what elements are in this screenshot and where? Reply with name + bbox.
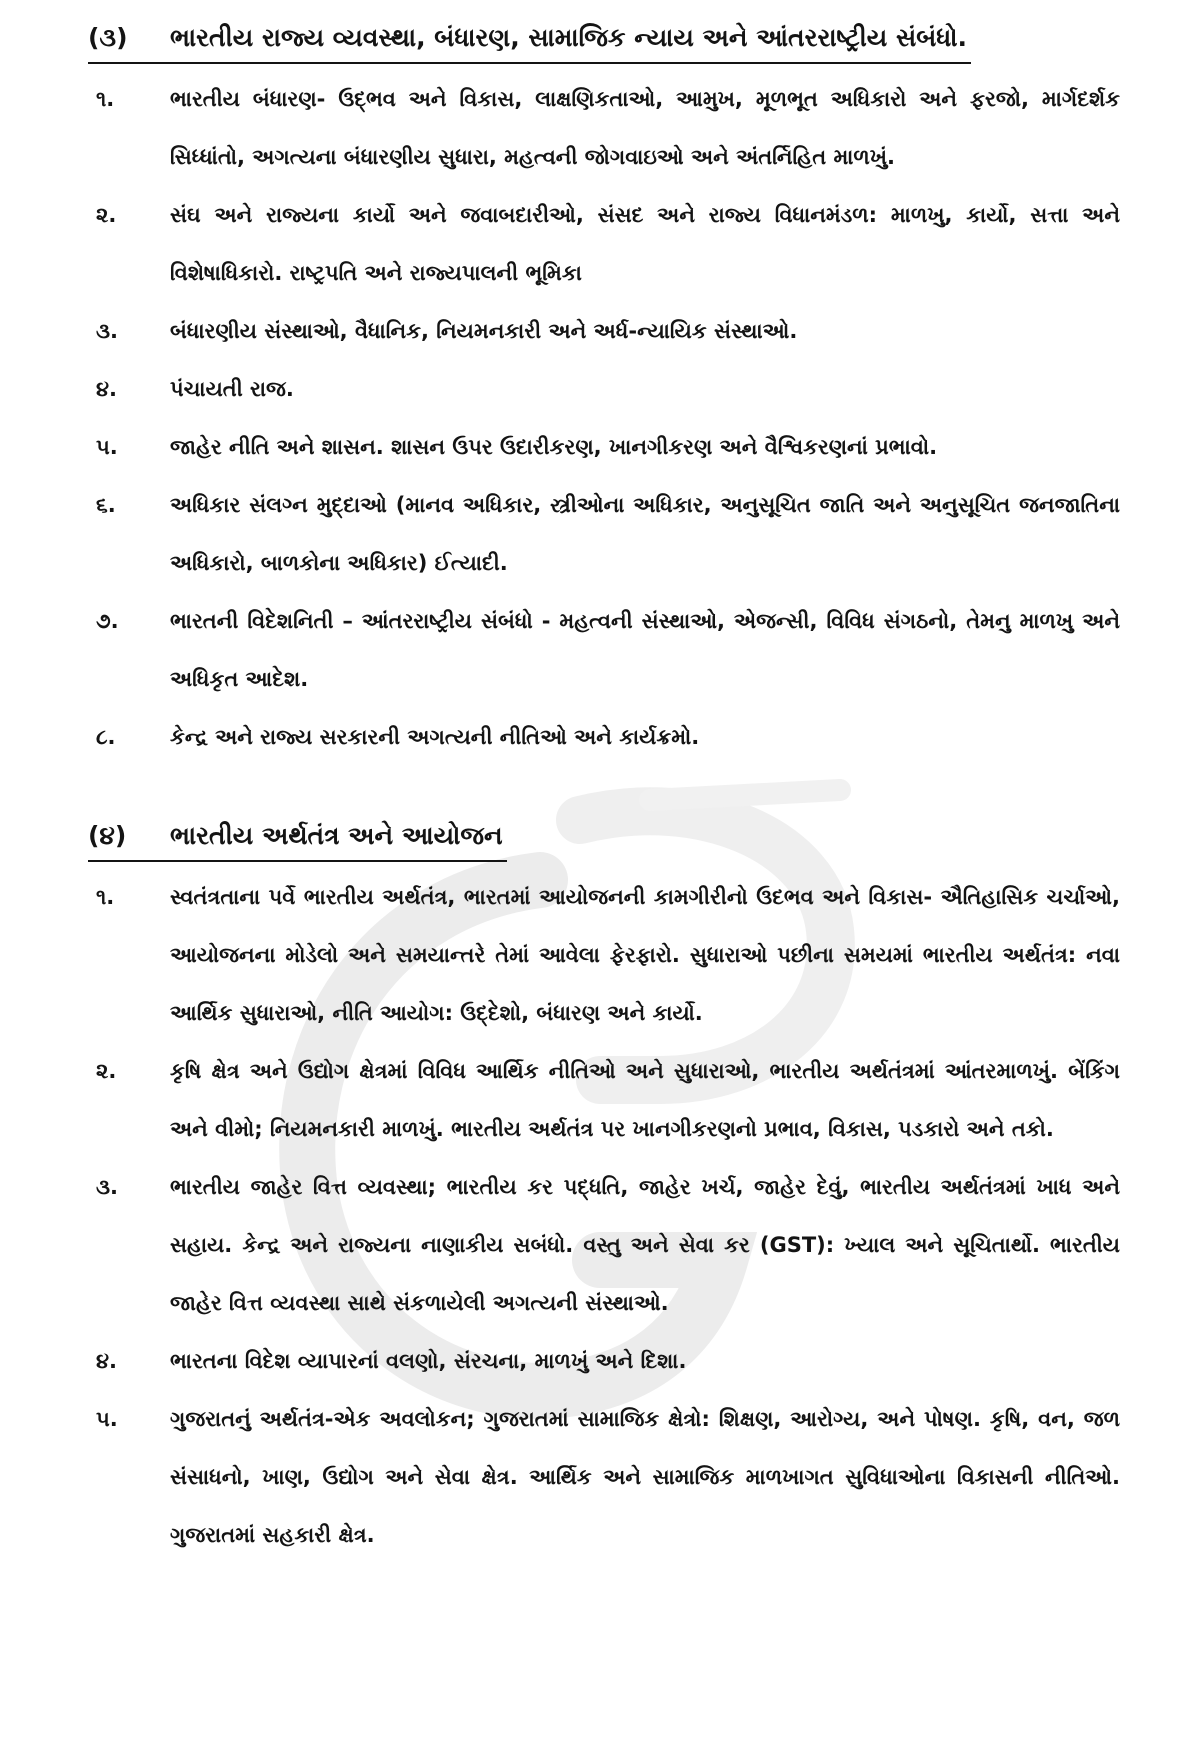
topic-list	[88, 70, 1120, 766]
section-number: (૪)	[88, 821, 127, 850]
section-title: ભારતીય રાજ્ય વ્યવસ્થા, બંધારણ, સામાજિક ન્યાય અને આંતરરાષ્ટ્રીય સંબંધો.	[170, 23, 968, 52]
item-text: કૃષિ ક્ષેત્ર અને ઉદ્યોગ ક્ષેત્રમાં વિવિધ આર્થિક નીતિઓ અને સુધારાઓ, ભારતીય અર્થતંત્રમાં આંતરમાળખું. બેંકિંગ અને વીમો; નિયમનકારી માળખું. ભારતીય અર્થતંત્ર પર ખાનગીકરણનો પ્રભાવ, વિકાસ, પડકારો અને તકો.	[170, 1059, 1120, 1141]
item-text: ભારતીય જાહેર વિત્ત વ્યવસ્થા; ભારતીય કર પદ્ધતિ, જાહેર ખર્ચ, જાહેર દેવું, ભારતીય અર્થતંત્રમાં ખાધ અને સહાય. કેન્દ્ર અને રાજ્યના નાણાકીય સબંધો. વસ્તુ અને સેવા કર (GST): ખ્યાલ અને સૂચિતાર્થો. ભારતીય જાહેર વિત્ત વ્યવસ્થા સાથે સંકળાયેલી અગત્યની સંસ્થાઓ.	[170, 1175, 1120, 1315]
item-text: અધિકાર સંલગ્ન મુદ્દાઓ (માનવ અધિકાર, સ્ત્રીઓના અધિકાર, અનુસૂચિત જાતિ અને અનુસૂચિત જનજાતિના અધિકારો, બાળકોના અધિકાર) ઈત્યાદી.	[170, 493, 1120, 575]
list-item	[88, 418, 1120, 476]
item-text: સ્વતંત્રતાના પર્વે ભારતીય અર્થતંત્ર, ભારતમાં આયોજનની કામગીરીનો ઉદભવ અને વિકાસ- ઐતિહાસિક ચર્ચાઓ, આયોજનના મોડેલો અને સમયાન્તરે તેમાં આવેલા ફેરફારો. સુધારાઓ પછીના સમયમાં ભારતીય અર્થતંત્ર: નવા આર્થિક સુધારાઓ, નીતિ આયોગ: ઉદ્દેશો, બંધારણ અને કાર્યો.	[170, 885, 1120, 1025]
item-number: ૪.	[96, 1349, 117, 1373]
item-text: જાહેર નીતિ અને શાસન. શાસન ઉપર ઉદારીકરણ, ખાનગીકરણ અને વૈશ્વિકરણનાં પ્રભાવો.	[170, 435, 938, 459]
item-number: ૫.	[96, 435, 118, 459]
item-text: બંધારણીય સંસ્થાઓ, વૈધાનિક, નિયમનકારી અને અર્ધ-ન્યાયિક સંસ્થાઓ.	[170, 319, 798, 343]
list-item	[88, 708, 1120, 766]
item-number: ૩.	[96, 1175, 118, 1199]
item-number: ૩.	[96, 319, 118, 343]
list-item	[88, 302, 1120, 360]
list-item	[88, 476, 1120, 592]
item-number: ૧.	[96, 885, 115, 909]
list-item	[88, 360, 1120, 418]
item-text: ભારતીય બંધારણ- ઉદ્‌ભવ અને વિકાસ, લાક્ષણિકતાઓ, આમુખ, મૂળભૂત અધિકારો અને ફરજો, માર્ગદર્શક સિધ્ધાંતો, અગત્યના બંધારણીય સુધારા, મહત્વની જોગવાઇઓ અને અંતર્નિહિત માળખું.	[170, 87, 1120, 169]
item-number: ૪.	[96, 377, 117, 401]
item-number: ૫.	[96, 1407, 118, 1431]
list-item	[88, 186, 1120, 302]
item-text: ભારતના વિદેશ વ્યાપારનાં વલણો, સંરચના, માળખું અને દિશા.	[170, 1349, 687, 1373]
item-number: ૧.	[96, 87, 115, 111]
list-item	[88, 1390, 1120, 1564]
section-title: ભારતીય અર્થતંત્ર અને આયોજન	[170, 821, 503, 850]
section-number: (૩)	[88, 23, 128, 52]
list-item	[88, 592, 1120, 708]
list-item	[88, 1332, 1120, 1390]
item-text: ગુજરાતનું અર્થતંત્ર-એક અવલોકન; ગુજરાતમાં સામાજિક ક્ષેત્રો: શિક્ષણ, આરોગ્ય, અને પોષણ. કૃષિ, વન, જળ સંસાધનો, ખાણ, ઉદ્યોગ અને સેવા ક્ષેત્ર. આર્થિક અને સામાજિક માળખાગત સુવિધાઓના વિકાસની નીતિઓ. ગુજરાતમાં સહકારી ક્ષેત્ર.	[170, 1407, 1120, 1547]
topic-list	[88, 868, 1120, 1564]
section-3	[88, 14, 1120, 766]
item-text: સંઘ અને રાજ્યના કાર્યો અને જવાબદારીઓ, સંસદ અને રાજ્ય વિધાનમંડળ: માળખુ, કાર્યો, સત્તા અને વિશેષાધિકારો. રાષ્ટ્રપતિ અને રાજ્યપાલની ભૂમિકા	[170, 203, 1120, 285]
list-item	[88, 1158, 1120, 1332]
section-heading	[88, 812, 507, 862]
list-item	[88, 868, 1120, 1042]
item-number: ૭.	[96, 609, 119, 633]
item-number: ૨.	[96, 203, 117, 227]
section-heading	[88, 14, 971, 64]
item-text: કેન્દ્ર અને રાજ્ય સરકારની અગત્યની નીતિઓ અને કાર્યક્રમો.	[170, 725, 700, 749]
list-item	[88, 70, 1120, 186]
item-text: પંચાયતી રાજ.	[170, 377, 294, 401]
item-number: ૬.	[96, 493, 116, 517]
item-text: ભારતની વિદેશનિતી – આંતરરાષ્ટ્રીય સંબંધો - મહત્વની સંસ્થાઓ, એજન્સી, વિવિધ સંગઠનો, તેમનુ માળખુ અને અધિકૃત આદેશ.	[170, 609, 1120, 691]
list-item	[88, 1042, 1120, 1158]
item-number: ૮.	[96, 725, 116, 749]
item-number: ૨.	[96, 1059, 117, 1083]
section-4	[88, 812, 1120, 1564]
